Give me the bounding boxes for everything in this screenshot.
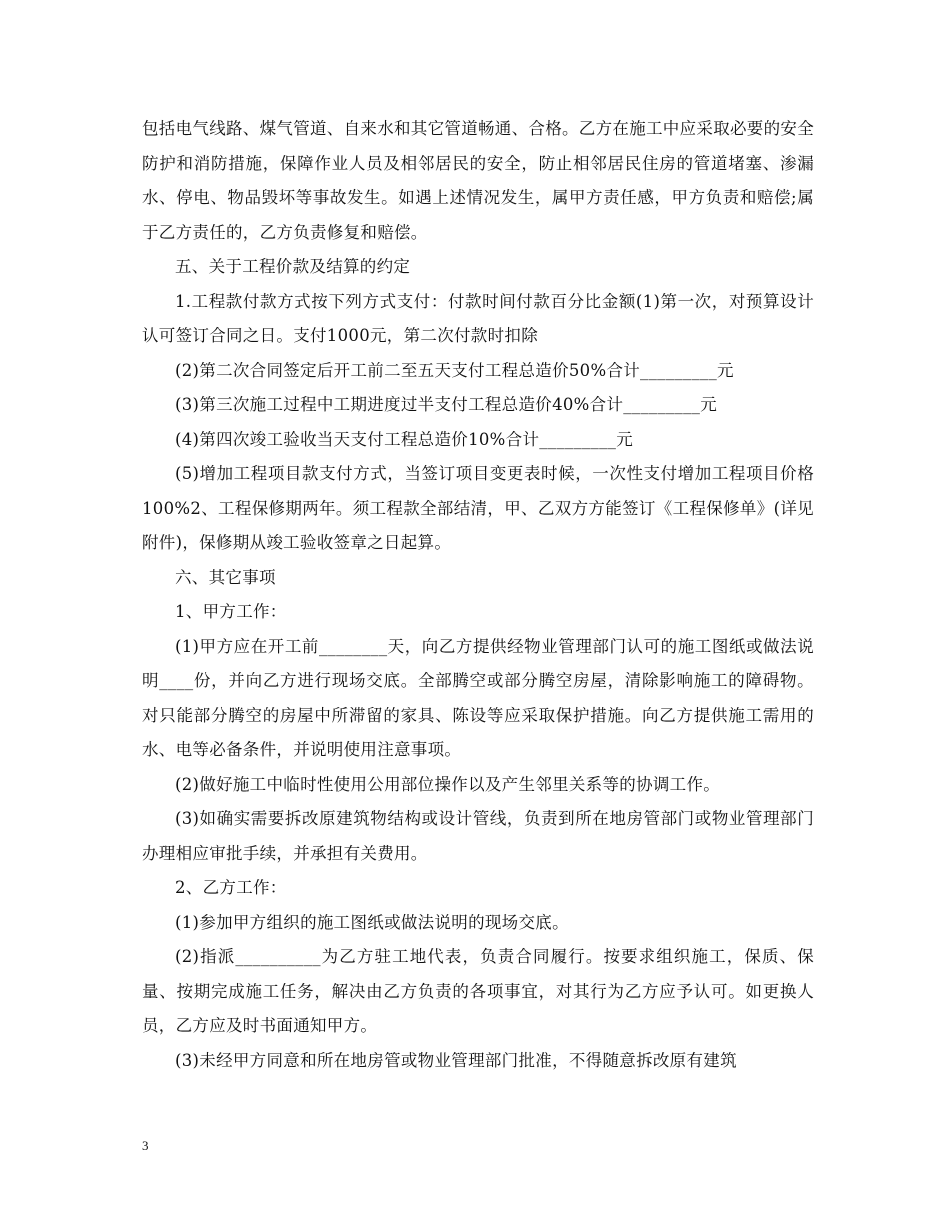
section-heading: 六、其它事项 [175,567,276,587]
subsection-heading: 1、甲方工作： [175,602,287,621]
paragraph: (3)第三次施工过程中工期进度过半支付工程总造价40%合计_________元 [175,395,717,414]
document-body [142,112,814,1078]
paragraph: 1.工程款付款方式按下列方式支付：付款时间付款百分比金额(1)第一次，对预算设计认可签订合同之日。支付1000元，第二次付款时扣除 [142,291,814,345]
paragraph: (4)第四次竣工验收当天支付工程总造价10%合计_________元 [175,429,633,449]
paragraph: (2)第二次合同签定后开工前二至五天支付工程总造价50%合计_________元 [175,360,734,380]
subsection-heading: 2、乙方工作： [175,878,287,897]
paragraph: (1)甲方应在开工前________天，向乙方提供经物业管理部门认可的施工图纸或做法说明____份，并向乙方进行现场交底。全部腾空或部分腾空房屋，清除影响施工的障碍物。对只能部分腾空的房屋中所滞留的家具、陈设等应采取保护措施。向乙方提供施工需用的水、电等必备条件，并说明使用注意事项。 [142,636,814,759]
paragraph: (3)未经甲方同意和所在地房管或物业管理部门批准，不得随意拆改原有建筑 [175,1050,737,1070]
page-number: 3 [142,1138,149,1153]
section-heading: 五、关于工程价款及结算的约定 [175,257,411,276]
paragraph: (2)做好施工中临时性使用公用部位操作以及产生邻里关系等的协调工作。 [175,774,721,794]
paragraph: (1)参加甲方组织的施工图纸或做法说明的现场交底。 [175,912,569,932]
paragraph: (5)增加工程项目款支付方式，当签订项目变更表时候，一次性支付增加工程项目价格100%2、工程保修期两年。须工程款全部结清，甲、乙双方方能签订《工程保修单》(详见附件)，保修期从竣工验收签章之日起算。 [142,464,814,552]
paragraph: (3)如确实需要拆改原建筑物结构或设计管线，负责到所在地房管部门或物业管理部门办理相应审批手续，并承担有关费用。 [142,809,814,863]
paragraph: 包括电气线路、煤气管道、自来水和其它管道畅通、合格。乙方在施工中应采取必要的安全防护和消防措施，保障作业人员及相邻居民的安全，防止相邻居民住房的管道堵塞、渗漏水、停电、物品毁坏等事故发生。如遇上述情况发生，属甲方责任感，甲方负责和赔偿;属于乙方责任的，乙方负责修复和赔偿。 [142,119,814,242]
paragraph: (2)指派__________为乙方驻工地代表，负责合同履行。按要求组织施工，保质、保量、按期完成施工任务，解决由乙方负责的各项事宜，对其行为乙方应予认可。如更换人员，乙方应及时书面通知甲方。 [142,947,814,1035]
